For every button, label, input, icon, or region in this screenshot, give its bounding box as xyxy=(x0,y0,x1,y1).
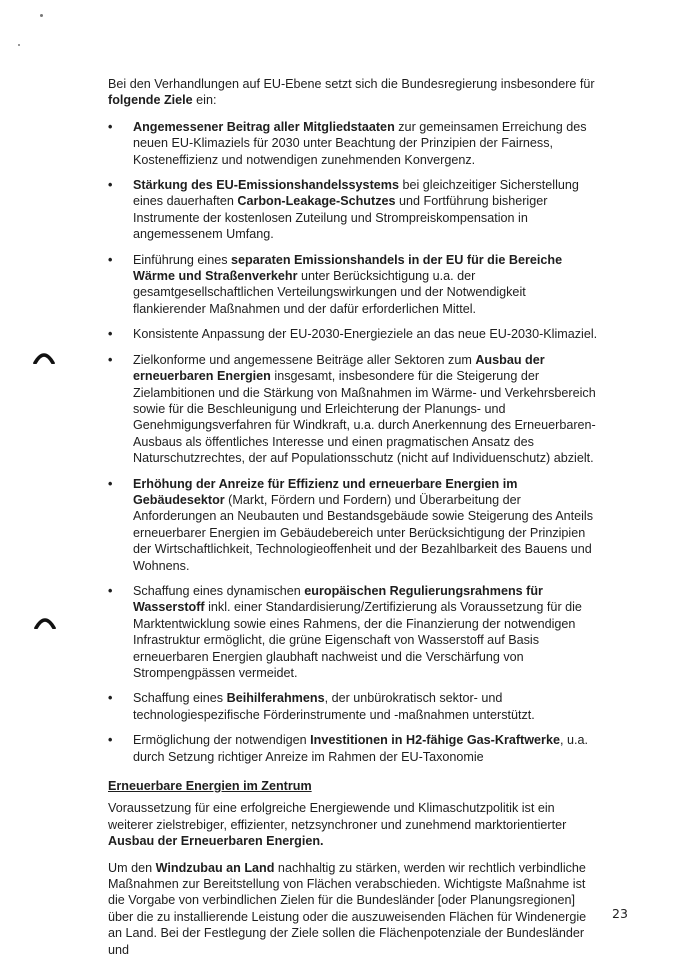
goal-list-item xyxy=(108,352,600,467)
section-heading: Erneuerbare Energien im Zentrum xyxy=(108,779,312,794)
body-text: Ermöglichung der notwendigen xyxy=(133,733,311,748)
emphasis-text: Beihilferahmens xyxy=(226,691,325,706)
goals-list xyxy=(108,119,600,765)
goal-list-item xyxy=(108,119,600,168)
goal-list-item xyxy=(108,252,600,318)
emphasis-text: europäischen Regulierungsrahmens für Wasserstoff xyxy=(133,583,543,615)
document-body xyxy=(108,76,600,968)
body-text: unter Berücksichtigung u.a. der gesamtgesellschaftlichen Verteilungswirkungen und der Notwendigkeit flankierender Maßnahmen und der dafür erforderlichen Mittel. xyxy=(133,269,526,316)
emphasis-text: Erhöhung der Anreize für Effizienz und erneuerbare Energien im Gebäudesektor xyxy=(133,476,518,507)
goal-list-item xyxy=(108,476,600,574)
body-text: Schaffung eines xyxy=(133,691,227,706)
emphasis-text: Ausbau der Erneuerbaren Energien. xyxy=(108,834,324,849)
goal-list-item xyxy=(108,732,600,765)
emphasis-text: Ausbau der erneuerbaren Energien xyxy=(133,352,545,384)
goal-list-item xyxy=(108,690,600,723)
section-paragraph xyxy=(108,860,600,958)
scan-speck xyxy=(40,14,43,17)
goal-list-item xyxy=(108,583,600,681)
emphasis-text: Investitionen in H2-fähige Gas-Kraftwerke xyxy=(310,733,560,748)
body-text: Zielkonforme und angemessene Beiträge aller Sektoren zum xyxy=(133,352,476,367)
bullet-icon: • xyxy=(108,733,113,748)
body-text: insgesamt, insbesondere für die Steigerung der Zielambitionen und die Stärkung von Maßnahmen im Wärme- und Verkehrsbereich sowie für die Beschleunigung und Erleichterung der Planungs- und Genehmigungsverfahren für Windkraft, u.a. durch Anerkennung des Erneuerbaren-Ausbaus als öffentliches Interesse und einen pragmatischen Ansatz des Naturschutzrechtes, der auf Populationsschutz (nicht auf Individuenschutz) abzielt. xyxy=(133,369,596,466)
body-text: zur gemeinsamen Erreichung des neuen EU-Klimaziels für 2030 unter Beachtung der Prinzipien der Fairness, Kosteneffizienz und notwendigen zunehmenden Konvergenz. xyxy=(133,119,587,167)
scan-speck xyxy=(18,44,20,46)
body-text: inkl. einer Standardisierung/Zertifizierung als Voraussetzung für die Marktentwicklung sowie eines Rahmens, der die Finanzierung der notwendigen Infrastruktur ermöglicht, die grüne Eigenschaft von Wasserstoff auf Basis erneuerbaren Energien glaubhaft nachweist und die Verschärfung von Strompengpässen vermeidet. xyxy=(133,600,582,680)
body-text: , der unbürokratisch sektor- und technologiespezifische Förderinstrumente und -maßnahmen unterstützt. xyxy=(133,691,535,722)
margin-mark-icon xyxy=(33,350,55,364)
bullet-icon: • xyxy=(108,252,113,267)
emphasis-text: Carbon-Leakage-Schutzes xyxy=(237,194,396,209)
body-text: nachhaltig zu stärken, werden wir rechtlich verbindliche Maßnahmen zur Bereitstellung von Flächen verabschieden. Wichtigste Maßnahme ist die Vorgabe von verbindlichen Zielen für die Bundesländer [oder Planungsregionen] über die zu installierende Leistung oder die auszuweisenden Flächen für Windenergie an Land. Bei der Festlegung der Ziele sollen die Flächenpotenziale der Bundesländer und xyxy=(108,860,587,957)
bullet-icon: • xyxy=(108,327,113,342)
body-text: Einführung eines xyxy=(133,252,232,267)
bullet-icon: • xyxy=(108,476,113,491)
goal-list-item xyxy=(108,326,600,342)
goal-list-item xyxy=(108,177,600,243)
bullet-icon: • xyxy=(108,119,113,134)
bullet-icon: • xyxy=(108,691,113,706)
emphasis-text: separaten Emissionshandels in der EU für die Bereiche Wärme und Straßenverkehr xyxy=(133,252,563,284)
body-text: Um den xyxy=(108,860,156,875)
body-text: Schaffung eines dynamischen xyxy=(133,583,305,598)
emphasis-text: Windzubau an Land xyxy=(155,860,275,875)
bullet-icon: • xyxy=(108,583,113,598)
margin-mark-icon xyxy=(34,615,56,629)
section-paragraph xyxy=(108,800,600,849)
body-text: und Fortführung bisheriger Instrumente der kostenlosen Zuteilung und Strompreiskompensation in angemessenem Umfang. xyxy=(133,194,548,242)
emphasis-text: Angemessener Beitrag aller Mitgliedstaaten xyxy=(133,119,395,134)
section-paragraphs xyxy=(108,800,600,958)
intro-paragraph: Bei den Verhandlungen auf EU-Ebene setzt sich die Bundesregierung insbesondere für folgende Ziele ein: xyxy=(108,77,595,108)
body-text: (Markt, Fördern und Fordern) und Überarbeitung der Anforderungen an Neubauten und Bestandsgebäude sowie Steigerung des Anteils erneuerbarer Energien im Gebäudebereich unter Berücksichtigung der Prinzipien der Wirtschaftlichkeit, Technologieoffenheit und der Bezahlbarkeit des Bauens und Wohnens. xyxy=(133,492,594,573)
body-text: Konsistente Anpassung der EU-2030-Energieziele an das neue EU-2030-Klimaziel. xyxy=(133,327,598,342)
body-text: bei gleichzeitiger Sicherstellung eines dauerhaften xyxy=(133,178,579,209)
body-text: , u.a. durch Setzung richtiger Anreize im Rahmen der EU-Taxonomie xyxy=(133,733,588,764)
page-number: 23 xyxy=(612,906,628,921)
bullet-icon: • xyxy=(108,352,113,367)
body-text: Voraussetzung für eine erfolgreiche Energiewende und Klimaschutzpolitik ist ein weiterer zielstrebiger, effizienter, netzsynchroner und zunehmend marktorientierter xyxy=(108,801,567,832)
bullet-icon: • xyxy=(108,178,113,193)
emphasis-text: Stärkung des EU-Emissionshandelssystems xyxy=(133,178,399,193)
